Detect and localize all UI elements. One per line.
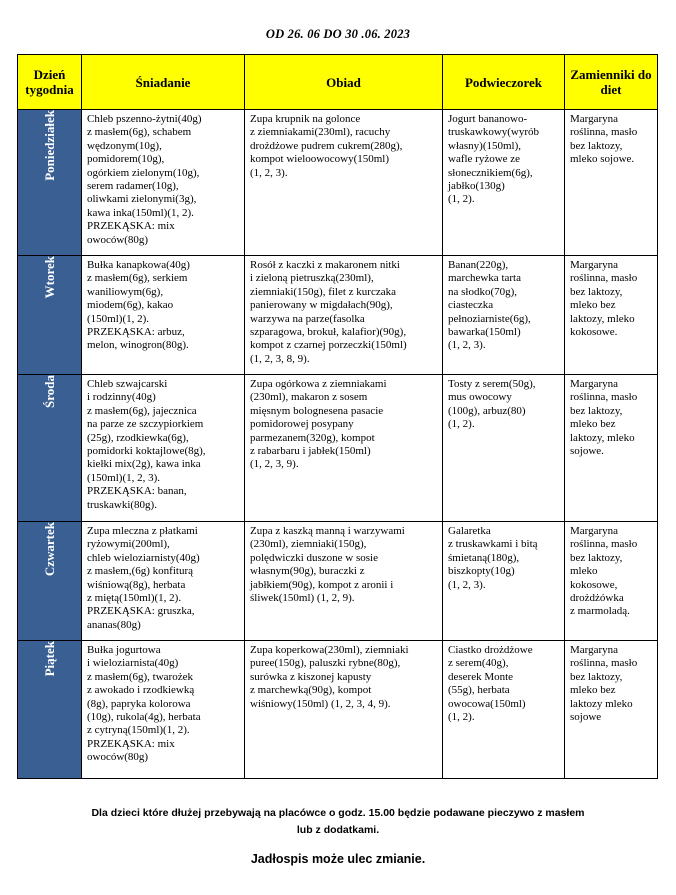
zamienniki-line: bez laktozy, <box>570 404 623 417</box>
podwieczorek-line: śmietaną(180g), <box>448 551 520 564</box>
podwieczorek-line: pełnoziarniste(6g), <box>448 312 531 325</box>
sniadanie-line: z miętą(150ml)(1, 2). <box>87 592 182 605</box>
header-zamienniki: Zamienniki do diet <box>565 55 658 110</box>
day-cell <box>18 375 82 522</box>
zamienniki-line: roślinna, masło <box>570 126 638 139</box>
day-row <box>18 256 658 375</box>
header-row <box>18 55 658 110</box>
obiad-line: panierowany w migdałach(90g), <box>250 299 393 312</box>
obiad-line: polędwiczki duszone w sosie <box>250 551 378 564</box>
day-row <box>18 375 658 522</box>
sniadanie-line: PRZEKĄSKA: mix <box>87 220 175 233</box>
obiad-line: z rabarbaru i jabłek(150ml) <box>250 445 371 458</box>
sniadanie-line: PRZEKĄSKA: mix <box>87 737 175 750</box>
podwieczorek-line: z truskawkami i bitą <box>448 538 538 551</box>
podwieczorek-cell <box>443 375 565 522</box>
podwieczorek-cell <box>443 641 565 779</box>
podwieczorek-line: bawarka(150ml) <box>448 326 521 339</box>
zamienniki-line: mleko bez <box>570 418 616 431</box>
zamienniki-cell <box>565 110 658 256</box>
sniadanie-line: Bułka jogurtowa <box>87 644 161 656</box>
podwieczorek-line: jabłko(130g) <box>448 180 505 193</box>
sniadanie-line: miodem(6g), kakao <box>87 299 174 312</box>
obiad-line: mięsnym bolognesena pasacie <box>250 404 384 417</box>
day-label: Środa <box>41 375 57 408</box>
sniadanie-line: PRZEKĄSKA: banan, <box>87 485 187 498</box>
sniadanie-line: Chleb szwajcarski <box>87 378 168 390</box>
podwieczorek-line: (1, 2). <box>448 193 475 206</box>
day-row <box>18 641 658 779</box>
podwieczorek-line: owocowa(150ml) <box>448 697 526 710</box>
podwieczorek-line: ciasteczka <box>448 299 494 312</box>
podwieczorek-line: (1, 2, 3). <box>448 339 486 352</box>
sniadanie-line: Zupa mleczna z płatkami <box>87 525 198 537</box>
podwieczorek-cell <box>443 110 565 256</box>
sniadanie-line: z masłem,(6g) konfiturą <box>87 565 193 578</box>
header-podwieczorek: Podwieczorek <box>443 55 565 110</box>
sniadanie-line: Bułka kanapkowa(40g) <box>87 259 190 271</box>
zamienniki-line: Margaryna <box>570 259 619 271</box>
sniadanie-line: i rodzinny(40g) <box>87 391 156 404</box>
podwieczorek-line: wafle ryżowe ze <box>448 153 521 166</box>
sniadanie-line: z masłem(6g), twarożek <box>87 670 193 683</box>
sniadanie-line: z cytryną(150ml)(1, 2). <box>87 724 190 737</box>
zamienniki-line: mleko sojowe. <box>570 153 635 166</box>
obiad-cell <box>245 522 443 641</box>
sniadanie-line: owoców(80g) <box>87 233 149 246</box>
header-sniadanie: Śniadanie <box>82 55 245 110</box>
obiad-line: Rosół z kaczki z makaronem nitki <box>250 259 400 271</box>
podwieczorek-line: (1, 2, 3). <box>448 578 486 591</box>
zamienniki-line: kokosowe. <box>570 326 618 339</box>
obiad-line: jabłkiem(90g), kompot z aronii i <box>250 578 394 591</box>
obiad-line: surówka z kiszonej kapusty <box>250 670 372 683</box>
obiad-line: Zupa ogórkowa z ziemniakami <box>250 378 387 390</box>
zamienniki-line: Margaryna <box>570 113 619 125</box>
day-row <box>18 522 658 641</box>
zamienniki-cell <box>565 522 658 641</box>
zamienniki-line: laktozy, mleko <box>570 312 635 325</box>
sniadanie-cell <box>82 375 245 522</box>
sniadanie-line: PRZEKĄSKA: arbuz, <box>87 326 185 339</box>
sniadanie-cell <box>82 256 245 375</box>
sniadanie-line: ryżowymi(200ml), <box>87 538 170 551</box>
podwieczorek-line: własny)(150ml), <box>448 139 522 152</box>
podwieczorek-line: truskawkowy(wyrób <box>448 126 540 139</box>
day-label: Czwartek <box>41 522 57 577</box>
obiad-line: parmezanem(320g), kompot <box>250 431 375 444</box>
sniadanie-cell <box>82 110 245 256</box>
podwieczorek-cell <box>443 256 565 375</box>
obiad-cell <box>245 256 443 375</box>
day-row <box>18 110 658 256</box>
footer-note-line2: lub z dodatkami. <box>296 824 380 836</box>
podwieczorek-line: marchewka tarta <box>448 272 521 285</box>
sniadanie-line: PRZEKĄSKA: gruszka, <box>87 605 195 618</box>
zamienniki-line: bez laktozy, <box>570 139 623 152</box>
footer-disclaimer: Jadłospis może ulec zmianie. <box>250 852 426 866</box>
obiad-line: z marchewką(90g), kompot <box>250 684 372 697</box>
sniadanie-line: z masłem(6g), serkiem <box>87 272 188 285</box>
podwieczorek-line: (1, 2). <box>448 711 475 724</box>
sniadanie-line: kawa inka(150ml)(1, 2). <box>87 206 194 219</box>
sniadanie-line: (150ml)(1, 2, 3). <box>87 471 161 484</box>
day-cell <box>18 641 82 779</box>
sniadanie-line: owoców(80g) <box>87 751 149 764</box>
sniadanie-line: wiśniową(8g), herbata <box>87 578 186 591</box>
footer-note-line1: Dla dzieci które dłużej przebywają na placówce o godz. 15.00 będzie podawane pieczywo z masłem <box>91 807 585 819</box>
podwieczorek-line: Galaretka <box>448 525 491 537</box>
obiad-line: kompot z czarnej porzeczki(150ml) <box>250 339 407 352</box>
zamienniki-line: mleko bez <box>570 299 616 312</box>
sniadanie-line: (150ml)(1, 2). <box>87 312 150 325</box>
zamienniki-line: sojowe. <box>570 445 604 458</box>
zamienniki-line: z marmoladą. <box>570 605 630 618</box>
zamienniki-line: Margaryna <box>570 378 619 390</box>
sniadanie-line: melon, winogron(80g). <box>87 339 189 352</box>
day-cell <box>18 110 82 256</box>
podwieczorek-line: Jogurt bananowo- <box>448 113 528 125</box>
sniadanie-line: z masłem(6g), schabem <box>87 126 192 139</box>
sniadanie-line: kiełki mix(2g), kawa inka <box>87 458 201 471</box>
obiad-line: (230ml), makaron z sosem <box>250 391 368 404</box>
obiad-line: śliwek(150ml) (1, 2, 9). <box>250 592 355 605</box>
footer-note <box>0 805 676 839</box>
header-day: Dzień tygodnia <box>18 55 82 110</box>
obiad-line: szparagowa, brokuł, kalafior)(90g), <box>250 326 407 339</box>
podwieczorek-line: słonecznikiem(6g), <box>448 166 533 179</box>
zamienniki-line: mleko bez <box>570 684 616 697</box>
obiad-cell <box>245 110 443 256</box>
sniadanie-line: ananas(80g) <box>87 618 141 631</box>
sniadanie-line: ogórkiem zielonym(10g), <box>87 166 200 179</box>
podwieczorek-line: na słodko(70g), <box>448 285 518 298</box>
menu-table <box>17 54 658 779</box>
sniadanie-line: oliwkami zielonymi(3g), <box>87 193 197 206</box>
podwieczorek-line: (1, 2). <box>448 418 475 431</box>
sniadanie-line: pomidorki koktajlowe(8g), <box>87 445 206 458</box>
sniadanie-line: (25g), rzodkiewka(6g), <box>87 431 189 444</box>
sniadanie-cell <box>82 641 245 779</box>
day-cell <box>18 522 82 641</box>
sniadanie-cell <box>82 522 245 641</box>
podwieczorek-line: biszkopty(10g) <box>448 565 515 578</box>
sniadanie-line: serem radamer(10g), <box>87 180 179 193</box>
zamienniki-line: bez laktozy, <box>570 285 623 298</box>
day-label: Piątek <box>41 641 57 677</box>
podwieczorek-line: Ciastko drożdżowe <box>448 644 533 656</box>
obiad-line: własnym(90g), buraczki z <box>250 565 365 578</box>
sniadanie-line: truskawki(80g). <box>87 498 157 511</box>
zamienniki-line: kokosowe, <box>570 578 618 591</box>
zamienniki-line: sojowe <box>570 711 602 724</box>
podwieczorek-line: deserek Monte <box>448 670 514 683</box>
podwieczorek-line: (100g), arbuz(80) <box>448 404 526 417</box>
zamienniki-line: roślinna, masło <box>570 538 638 551</box>
sniadanie-line: chleb wieloziarnisty(40g) <box>87 551 200 564</box>
sniadanie-line: na parze ze szczypiorkiem <box>87 418 204 431</box>
sniadanie-line: i wieloziarnista(40g) <box>87 657 179 670</box>
zamienniki-cell <box>565 256 658 375</box>
obiad-line: drożdżowe pudrem cukrem(280g), <box>250 139 403 152</box>
zamienniki-cell <box>565 641 658 779</box>
obiad-line: wiśniowy(150ml) (1, 2, 3, 4, 9). <box>250 697 391 710</box>
zamienniki-line: laktozy, mleko <box>570 431 635 444</box>
obiad-line: ziemniaki(150g), filet z kurczaka <box>250 285 396 298</box>
zamienniki-line: bez laktozy, <box>570 670 623 683</box>
obiad-cell <box>245 641 443 779</box>
obiad-line: (230ml), ziemniaki(150g), <box>250 538 367 551</box>
sniadanie-line: (8g), papryka kolorowa <box>87 697 191 710</box>
obiad-line: (1, 2, 3, 8, 9). <box>250 352 310 365</box>
obiad-cell <box>245 375 443 522</box>
obiad-line: Zupa krupnik na golonce <box>250 113 361 125</box>
day-cell <box>18 256 82 375</box>
sniadanie-line: pomidorem(10g), <box>87 153 165 166</box>
sniadanie-line: z masłem(6g), jajecznica <box>87 404 197 417</box>
sniadanie-line: z awokado i rzodkiewką <box>87 684 195 697</box>
zamienniki-cell <box>565 375 658 522</box>
podwieczorek-line: mus owocowy <box>448 391 512 404</box>
header-obiad: Obiad <box>245 55 443 110</box>
podwieczorek-cell <box>443 522 565 641</box>
zamienniki-line: Margaryna <box>570 644 619 656</box>
obiad-line: Zupa z kaszką manną i warzywami <box>250 525 405 537</box>
obiad-line: (1, 2, 3). <box>250 166 288 179</box>
obiad-line: kompot wieloowocowy(150ml) <box>250 153 390 166</box>
obiad-line: i zieloną pietruszką(230ml), <box>250 272 374 285</box>
zamienniki-line: drożdżówka <box>570 592 624 605</box>
zamienniki-line: roślinna, masło <box>570 272 638 285</box>
zamienniki-line: Margaryna <box>570 525 619 537</box>
zamienniki-line: laktozy mleko <box>570 697 633 710</box>
obiad-line: z ziemniakami(230ml), racuchy <box>250 126 391 139</box>
podwieczorek-line: Tosty z serem(50g), <box>448 378 536 390</box>
zamienniki-line: roślinna, masło <box>570 391 638 404</box>
zamienniki-line: roślinna, masło <box>570 657 638 670</box>
day-label: Wtorek <box>41 256 57 299</box>
obiad-line: Zupa koperkowa(230ml), ziemniaki <box>250 644 409 656</box>
sniadanie-line: Chleb pszenno-żytni(40g) <box>87 113 202 125</box>
podwieczorek-line: (55g), herbata <box>448 684 510 697</box>
sniadanie-line: wędzonym(10g), <box>87 139 162 152</box>
sniadanie-line: (10g), rukola(4g), herbata <box>87 711 201 724</box>
obiad-line: puree(150g), paluszki rybne(80g), <box>250 657 401 670</box>
menu-title: OD 26. 06 DO 30 .06. 2023 <box>265 27 411 41</box>
obiad-line: warzywa na parze(fasolka <box>250 312 365 325</box>
obiad-line: (1, 2, 3, 9). <box>250 458 299 471</box>
zamienniki-line: bez laktozy, <box>570 551 623 564</box>
obiad-line: pomidorowej posypany <box>250 418 354 431</box>
podwieczorek-line: Banan(220g), <box>448 259 509 271</box>
sniadanie-line: waniliowym(6g), <box>87 285 164 298</box>
day-label: Poniedziałek <box>41 110 57 181</box>
zamienniki-line: mleko <box>570 565 598 578</box>
podwieczorek-line: z serem(40g), <box>448 657 509 670</box>
